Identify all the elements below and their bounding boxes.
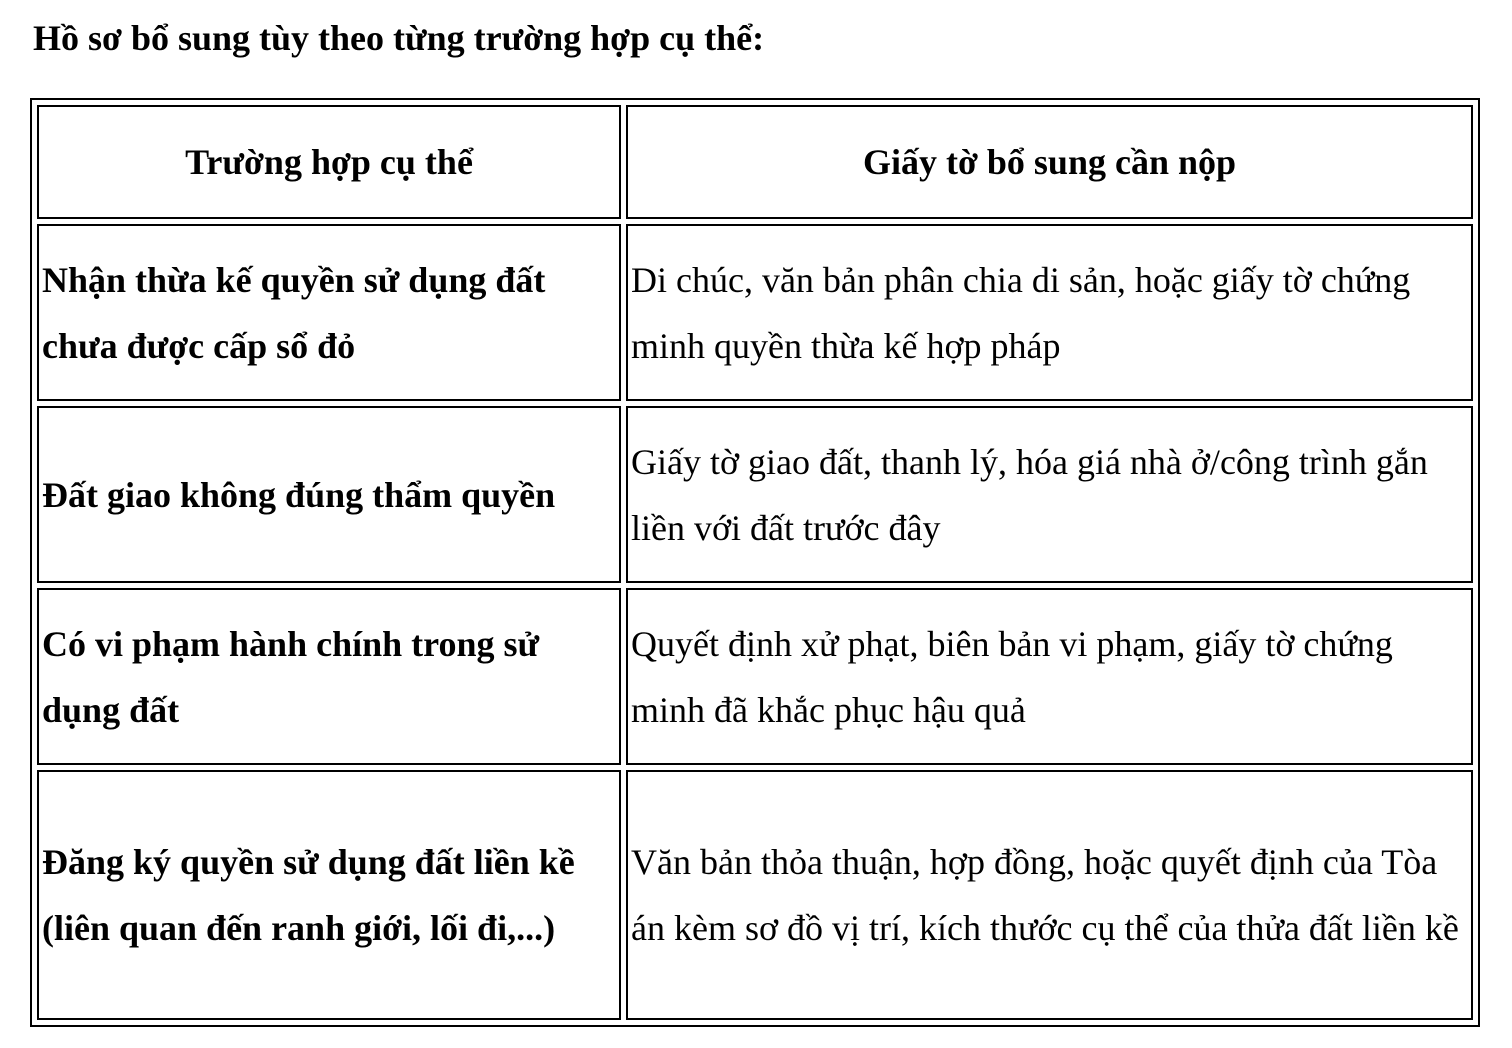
table-row <box>37 224 1473 401</box>
header-cell-documents: Giấy tờ bổ sung cần nộp <box>626 105 1473 219</box>
header-cell-case: Trường hợp cụ thể <box>37 105 621 219</box>
case-cell: Đất giao không đúng thẩm quyền <box>37 406 621 583</box>
documents-cell: Quyết định xử phạt, biên bản vi phạm, giấy tờ chứng minh đã khắc phục hậu quả <box>626 588 1473 765</box>
documents-cell: Giấy tờ giao đất, thanh lý, hóa giá nhà ở/công trình gắn liền với đất trước đây <box>626 406 1473 583</box>
case-cell: Nhận thừa kế quyền sử dụng đất chưa được cấp sổ đỏ <box>37 224 621 401</box>
table-row <box>37 406 1473 583</box>
documents-cell: Văn bản thỏa thuận, hợp đồng, hoặc quyết định của Tòa án kèm sơ đồ vị trí, kích thước cụ thể của thửa đất liền kề <box>626 770 1473 1020</box>
table-header-row <box>37 105 1473 219</box>
case-cell: Có vi phạm hành chính trong sử dụng đất <box>37 588 621 765</box>
page-heading: Hồ sơ bổ sung tùy theo từng trường hợp cụ thể: <box>33 18 765 58</box>
supplementary-documents-table <box>30 98 1480 1027</box>
table-row <box>37 770 1473 1020</box>
case-cell: Đăng ký quyền sử dụng đất liền kề (liên quan đến ranh giới, lối đi,...) <box>37 770 621 1020</box>
table-row <box>37 588 1473 765</box>
documents-cell: Di chúc, văn bản phân chia di sản, hoặc giấy tờ chứng minh quyền thừa kế hợp pháp <box>626 224 1473 401</box>
